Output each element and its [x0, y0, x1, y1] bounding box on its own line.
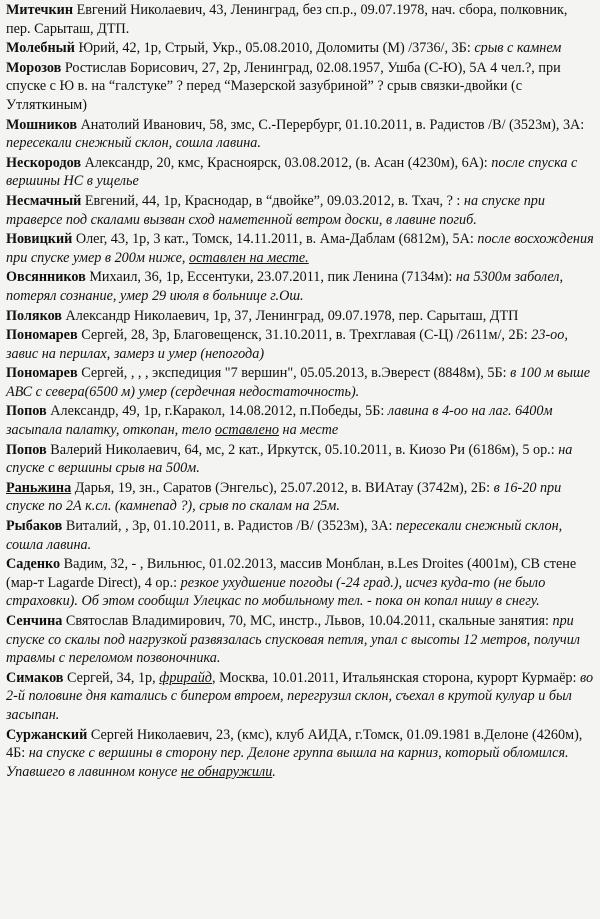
- entry-circumstances: на спуске с вершины в сторону пер. Делоне группа вышла на карниз, который обломился. Упавшего в лавинном конусе: [6, 745, 569, 780]
- entry-circumstances: 23-оо, завис на перилах, замерз и умер (непогода): [6, 327, 568, 362]
- entry-details: Михаил, 36, 1р, Ессентуки, 23.07.2011, пик Ленина (7134м):: [85, 269, 456, 286]
- entry-details: Александр Николаевич, 1р, 37, Ленинград, 09.07.1978, пер. Сарыташ, ДТП: [61, 307, 519, 324]
- entry-details-continued: , Москва, 10.01.2011, Итальянская сторона, курорт Курмаёр:: [211, 669, 580, 686]
- entry-circumstances: в 16-20 при спуске по 2А к.сл. (камнепад ?), срыв по скалам на 25м.: [6, 479, 562, 515]
- entry-underlined-note: оставлен на месте.: [189, 249, 309, 266]
- entry-circumstances: во 2-й половине дня катались с бипером втроем, перегрузил склон, съехал в крутой кулуар и был засыпан.: [6, 669, 594, 723]
- person-name: Раньжина: [6, 479, 72, 496]
- entry-details: Сергей, , , , экспедиция "7 вершин", 05.05.2013, в.Эверест (8848м), 5Б:: [77, 365, 511, 382]
- person-name: Поляков: [6, 307, 62, 324]
- entry: [6, 39, 594, 58]
- entry-details: Анатолий Иванович, 58, змс, С.-Перербург, 01.10.2011, в. Радистов /В/ (3523м), 3А:: [77, 116, 585, 133]
- entry: [6, 669, 594, 725]
- entry-details: Святослав Владимирович, 70, МС, инстр., Львов, 10.04.2011, скальные занятия:: [62, 613, 553, 629]
- entry: [6, 726, 594, 782]
- person-name: Морозов: [6, 59, 62, 76]
- entry-details: Евгений Николаевич, 43, Ленинград, без сп.р., 09.07.1978, нач. сбора, полковник, пер. Сарыташ, ДТП.: [6, 2, 568, 37]
- entry-details: Александр, 49, 1р, г.Каракол, 14.08.2012, п.Победы, 5Б:: [46, 403, 388, 420]
- entry: [6, 364, 594, 401]
- entry-circumstances-end: .: [272, 763, 276, 780]
- entry-details: Виталий, , 3р, 01.10.2011, в. Радистов /В/ (3523м), 3А:: [62, 518, 396, 535]
- entry-details: Дарья, 19, зн., Саратов (Энгельс), 25.07.2012, в. ВИАтау (3742м), 2Б:: [71, 479, 494, 496]
- entry-details: Вадим, 32, - , Вильнюс, 01.02.2013, массив Монблан, в.Les Droites (4001м), СВ стене (мар-т Lagarde Direct), 4 ор.:: [6, 556, 577, 591]
- entry: [6, 230, 594, 267]
- entry: [6, 192, 594, 229]
- person-name: Саденко: [6, 556, 61, 573]
- entry-details: Александр, 20, кмс, Красноярск, 03.08.2012, (в. Асан (4230м), 6А):: [81, 154, 492, 171]
- entry: [6, 326, 594, 363]
- person-name: Овсянников: [6, 269, 86, 286]
- person-name: Новицкий: [6, 231, 73, 248]
- entry-details: Сергей, 28, 3р, Благовещенск, 31.10.2011, в. Трехглавая (С-Ц) /2611м/, 2Б:: [77, 327, 532, 344]
- entry: [6, 307, 594, 326]
- entry-circumstances: срыв с камнем: [474, 40, 562, 57]
- person-name: Пономарев: [6, 365, 78, 382]
- entry-underlined-note: не обнаружили: [180, 763, 273, 780]
- person-name: Мошников: [6, 116, 78, 133]
- entry: [6, 402, 594, 439]
- entry: [6, 441, 594, 478]
- entry-circumstances: после спуска с вершины НС в ущелье: [6, 154, 578, 190]
- person-name: Рыбаков: [6, 518, 63, 535]
- person-name: Попов: [6, 441, 47, 458]
- entry: [6, 1, 594, 38]
- entry-circumstances: лавина в 4-оо на лаг. 6400м засыпала палатку, откопан, тело: [6, 403, 553, 439]
- person-name: Митечкин: [6, 2, 74, 18]
- entry-circumstances: при спуске со скалы под нагрузкой развязалась спусковая петля, упал с высоты 12 метров, получил травмы с переломом позвоночника.: [6, 613, 580, 667]
- person-name: Пономарев: [6, 327, 78, 344]
- person-name: Суржанский: [6, 726, 88, 743]
- entry-circumstances: на спуске с вершины срыв на 500м.: [6, 441, 573, 477]
- entry-details: Евгений, 44, 1р, Краснодар, в “двойке”, 09.03.2012, в. Тхач, ? :: [81, 192, 464, 209]
- entry-circumstances: после восхождения при спуске умер в 200м ниже,: [6, 231, 594, 266]
- entry: [6, 555, 594, 611]
- entry-underlined-note: фрирайд: [159, 669, 212, 686]
- entry-circumstances: пересекали снежный склон, сошла лавина.: [6, 135, 261, 152]
- entry-details: Валерий Николаевич, 64, мс, 2 кат., Иркутск, 05.10.2011, в. Киозо Ри (6186м), 5 ор.:: [46, 441, 559, 458]
- entry-details: Юрий, 42, 1р, Стрый, Укр., 05.08.2010, Доломиты (М) /3736/, 3Б:: [74, 40, 475, 57]
- person-name: Молебный: [6, 40, 75, 57]
- entry-details: Ростислав Борисович, 27, 2р, Ленинград, 02.08.1957, Ушба (С-Ю), 5А 4 чел.?, при спуске с Ю в. на “галстуке” ? перед “Мазерской зазубриной” ? срыв связки-двойки (с Утляткиным): [6, 59, 561, 113]
- person-name: Попов: [6, 403, 47, 420]
- entry: [6, 268, 594, 305]
- entry-circumstances: пересекали снежный склон, сошла лавина.: [6, 518, 563, 553]
- entry-details: Сергей Николаевич, 23, (кмс), клуб АИДА, г.Томск, 01.09.1981 в.Делоне (4260м), 4Б:: [6, 726, 583, 762]
- entry-circumstances: на спуске при траверсе под скалами вызван сход наметенной ветром доски, в лавине погиб.: [6, 192, 545, 228]
- person-name: Несмачный: [6, 192, 82, 209]
- person-name: Нескородов: [6, 154, 82, 171]
- entry-circumstances: резкое ухудшение погоды (-24 град.), исчез куда-то (не было страховки). Об этом сообщил Улецкас по мобильному тел. - пока он копал нишу в снегу.: [6, 574, 546, 610]
- entry: [6, 59, 594, 115]
- entry-circumstances: на 5300м заболел, потерял сознание, умер 29 июля в больнице г.Ош.: [6, 269, 564, 304]
- person-name: Сенчина: [6, 613, 63, 629]
- entry: [6, 116, 594, 153]
- entry: [6, 612, 594, 668]
- entry-circumstances: в 100 м выше АВС с севера(6500 м) умер (сердечная недостаточность).: [6, 365, 591, 400]
- entry: [6, 154, 594, 191]
- entry-details: Сергей, 34, 1р,: [63, 669, 160, 686]
- person-name: Симаков: [6, 669, 64, 686]
- entry-underlined-note: оставлено: [214, 422, 279, 439]
- entry-details: Олег, 43, 1р, 3 кат., Томск, 14.11.2011, в. Ама-Даблам (6812м), 5А:: [72, 231, 478, 248]
- entry: [6, 517, 594, 554]
- entry: [6, 479, 594, 516]
- entry-circumstances-end: на месте: [279, 422, 339, 439]
